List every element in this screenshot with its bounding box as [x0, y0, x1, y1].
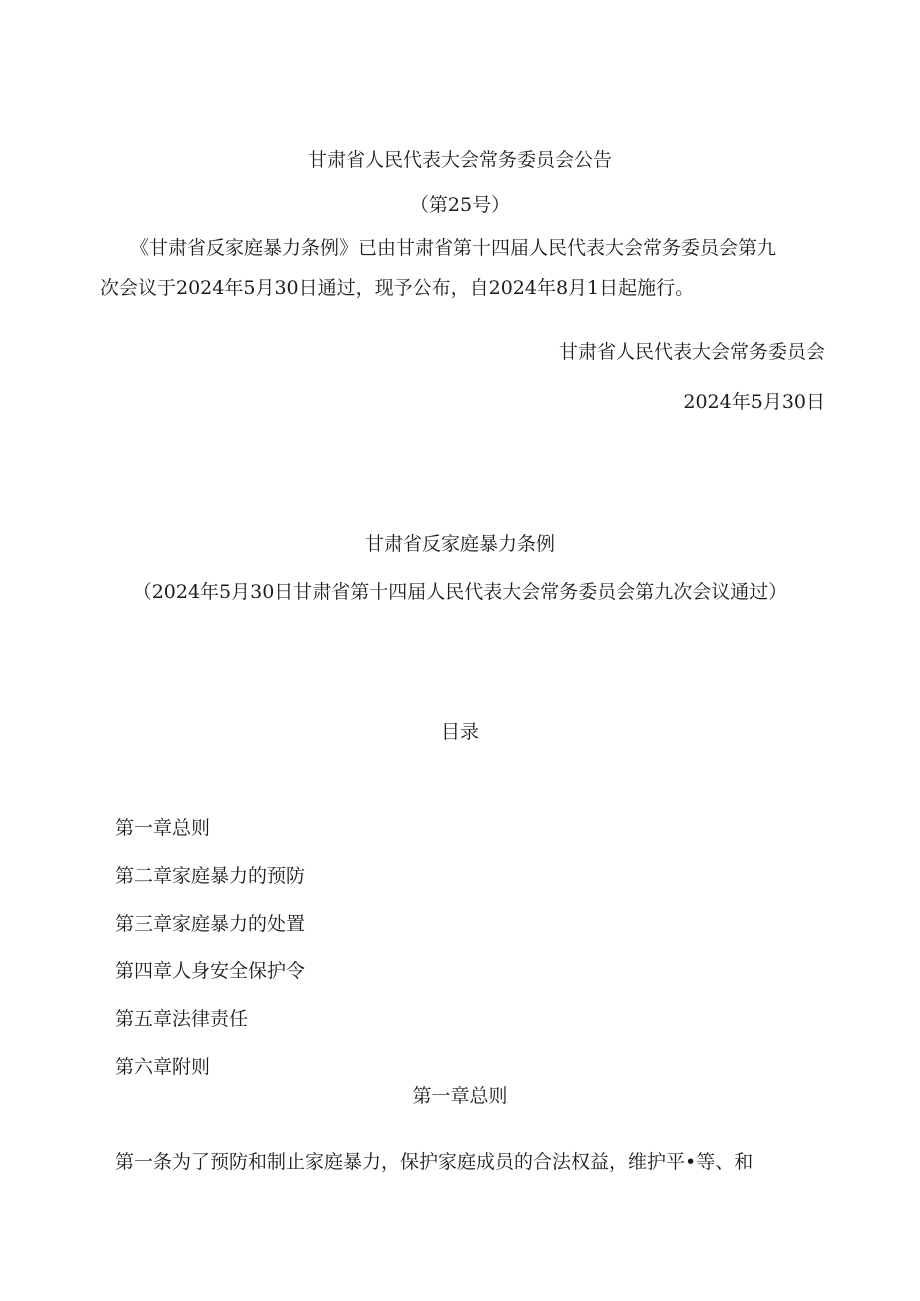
notice-issuer: 甘肃省人民代表大会常务委员会: [558, 341, 825, 363]
article-1-text: 第一条为了预防和制止家庭暴力，保护家庭成员的合法权益，维护平•等、和: [115, 1151, 754, 1173]
notice-body-line-1: 《甘肃省反家庭暴力条例》已由甘肃省第十四届人民代表大会常务委员会第九: [130, 237, 777, 259]
notice-body-line-2: 次会议于2024年5月30日通过，现予公布，自2024年8月1日起施行。: [100, 277, 695, 299]
toc-item-chapter-4: 第四章人身安全保护令: [115, 960, 306, 982]
toc-title: 目录: [440, 721, 479, 743]
toc-item-chapter-2: 第二章家庭暴力的预防: [115, 865, 306, 887]
toc-item-chapter-6: 第六章附则: [115, 1056, 211, 1078]
chapter-1-heading: 第一章总则: [412, 1085, 508, 1107]
toc-item-chapter-5: 第五章法律责任: [115, 1008, 249, 1030]
notice-date: 2024年5月30日: [683, 391, 825, 413]
regulation-subtitle: （2024年5月30日甘肃省第十四届人民代表大会常务委员会第九次会议通过）: [132, 581, 788, 603]
toc-item-chapter-1: 第一章总则: [115, 817, 211, 839]
notice-number: （第25号）: [409, 194, 511, 216]
notice-title: 甘肃省人民代表大会常务委员会公告: [307, 149, 612, 171]
regulation-title: 甘肃省反家庭暴力条例: [364, 533, 555, 555]
toc-item-chapter-3: 第三章家庭暴力的处置: [115, 913, 306, 935]
